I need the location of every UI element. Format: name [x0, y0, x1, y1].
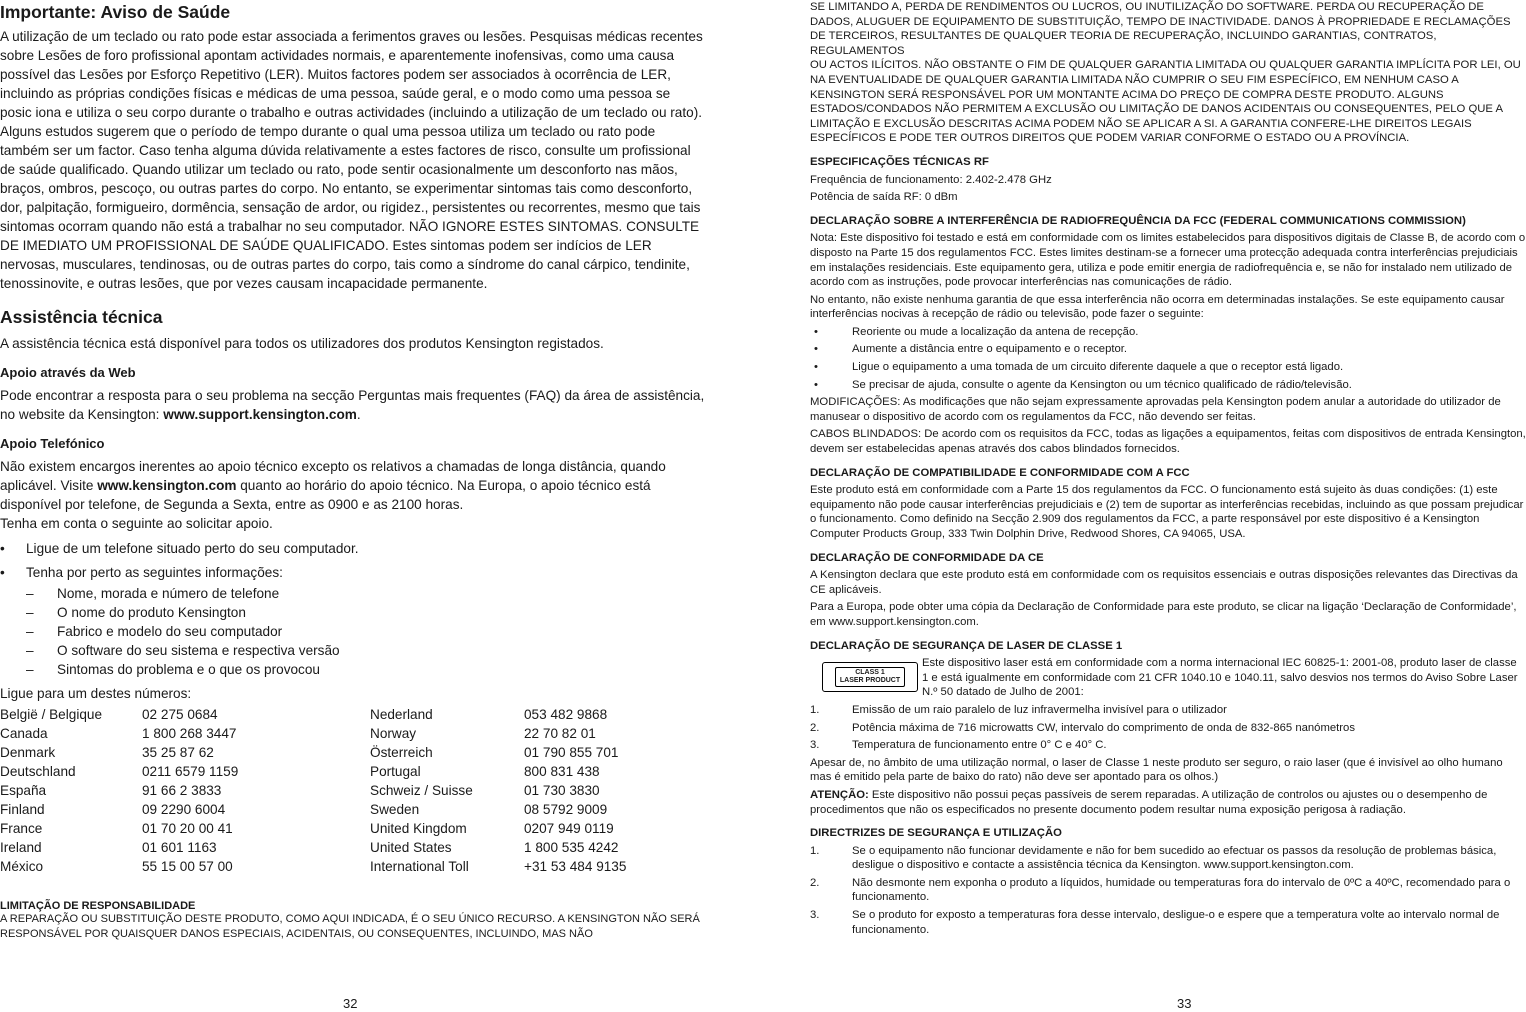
list-item: – Fabrico e modelo do seu computador: [26, 624, 283, 639]
list-item: – Nome, morada e número de telefone: [26, 586, 280, 601]
laser-title: DECLARAÇÃO DE SEGURANÇA DE LASER DE CLASSE 1: [810, 639, 1123, 652]
list-item: 3. Se o produto for exposto a temperaturas fora desse intervalo, desligue-o e espere que a temperatura volte ao intervalo normal de funcionamento.: [810, 909, 1500, 936]
rf-power: Potência de saída RF: 0 dBm: [810, 191, 958, 204]
phone-country: Deutschland: [0, 764, 76, 779]
ce-title: DECLARAÇÃO DE CONFORMIDADE DA CE: [810, 551, 1044, 564]
bullet-icon: •: [814, 361, 818, 374]
page-33: [810, 0, 1526, 1012]
list-item: • Ligue o equipamento a uma tomada de um circuito diferente daquele a que o receptor está ligado.: [814, 361, 1344, 374]
class1-laser-label-icon: CLASS 1 LASER PRODUCT: [822, 662, 918, 692]
compat-text: Este produto está em conformidade com a Parte 15 dos regulamentos da FCC. O funcionamento está sujeito às duas condições: (1) este equipamento não pode causar interferências prejudiciais e (2) tem de suportar as interferências recebidas, incluindo as que possam prejudicar o funcionamento. Como definido na Secção 2.909 dos regulamentos da FCC, a parte responsável por este dispositivo é a Kensington Computer Products Group, 333 Twin Dolphin Drive, Redwood Shores, CA 94065, USA.: [810, 484, 1524, 540]
list-item: 2. Não desmonte nem exponha o produto a líquidos, humidade ou temperaturas fora do intervalo de 0ºC a 40ºC, recomendado para o funcionamento.: [810, 876, 1511, 904]
phone-country: Sweden: [370, 802, 420, 817]
bullet-icon: •: [0, 541, 5, 556]
phone-country: United Kingdom: [370, 821, 467, 836]
fcc-cables: CABOS BLINDADOS: De acordo com os requisitos da FCC, todas as ligações a equipamentos, feitas com dispositivos de entrada Kensington, devem ser estabelecidas apenas através dos cabos blindados fornecidos.: [810, 428, 1526, 456]
page-number: 32: [343, 996, 358, 1011]
list-item: • Ligue de um telefone situado perto do seu computador.: [0, 541, 359, 556]
list-item: 2. Potência máxima de 716 microwatts CW, intervalo do comprimento de onda de 832-865 nanómetros: [810, 721, 1355, 734]
support-intro: A assistência técnica está disponível para todos os utilizadores dos produtos Kensington registados.: [0, 336, 604, 351]
phone-country: Österreich: [370, 745, 433, 760]
list-item: 1. Se o equipamento não funcionar devidamente e não for bem sucedido ao efectuar os passos da resolução de problemas básica, desligue o dispositivo e contacte a assistência técnica da Kensington. www.support.kensington.com.: [810, 844, 1497, 872]
list-item: • Reoriente ou mude a localização da antena de recepção.: [814, 325, 1139, 338]
phone-country: France: [0, 821, 43, 836]
laser-note: Apesar de, no âmbito de uma utilização normal, o laser de Classe 1 neste produto ser seguro, o raio laser (que é invisível ao olho humano mas é emitido pela parte de baixo do rato) não deve ser apontado para os olhos.): [810, 756, 1503, 784]
phone-country: Canada: [0, 726, 48, 741]
phone-country: België / Belgique: [0, 707, 103, 722]
fcc-title: DECLARAÇÃO SOBRE A INTERFERÊNCIA DE RADIOFREQUÊNCIA DA FCC (FEDERAL COMMUNICATIONS COMMISSION): [810, 214, 1466, 227]
list-item: – Sintomas do problema e o que os provocou: [26, 662, 320, 677]
bullet-icon: •: [0, 565, 5, 580]
list-item: – O nome do produto Kensington: [26, 605, 246, 620]
info-sublist: [26, 584, 705, 679]
rf-specs-title: ESPECIFICAÇÕES TÉCNICAS RF: [810, 155, 989, 168]
phone-country: Denmark: [0, 745, 56, 760]
page-number: 33: [1177, 996, 1192, 1011]
phone-country: United States: [370, 840, 452, 855]
phone-number: 09 2290 6004: [142, 802, 226, 817]
phone-country: Schweiz / Suisse: [370, 783, 473, 798]
liability-continued-2: OU ACTOS ILÍCITOS. NÃO OBSTANTE O FIM DE QUALQUER GARANTIA LIMITADA OU QUALQUER GARANTIA IMPLÍCITA POR LEI, OU NA EVENTUALIDADE DE QUALQUER GARANTIA LIMITADA NÃO CUMPRIR O SEU FIM ESPECÍFICO, EM NENHUM CASO A KENSINGTON SERÁ RESPONSÁVEL POR UM MONTANTE ACIMA DO PREÇO DE COMPRA DESTE PRODUTO. ALGUNS ESTADOS/CONDADOS NÃO PERMITEM A EXCLUSÃO OU LIMITAÇÃO DE DANOS ACIDENTAIS OU CONSEQUENTES, PELO QUE A LIMITAÇÃO E EXCLUSÃO DESCRITAS ACIMA PODEM NÃO SE APLICAR A SI. A GARANTIA CONFERE-LHE DIREITOS LEGAIS ESPECÍFICOS E PODE TER OUTROS DIREITOS QUE PODEM VARIAR CONFORME O ESTADO OU A PROVÍNCIA.: [810, 59, 1521, 145]
support-website-link[interactable]: www.support.kensington.com: [163, 407, 357, 422]
safety-list: [810, 844, 1526, 938]
bullet-icon: •: [814, 378, 818, 391]
page-32: [0, 0, 705, 1012]
phone-country: Ireland: [0, 840, 42, 855]
phone-number: 01 601 1163: [142, 840, 217, 855]
list-item: 3. Temperatura de funcionamento entre 0° C e 40° C.: [810, 739, 1107, 752]
kensington-website-link[interactable]: www.kensington.com: [97, 478, 237, 493]
phone-country: México: [0, 859, 44, 874]
phone-country: International Toll: [370, 859, 469, 874]
safety-title: DIRECTRIZES DE SEGURANÇA E UTILIZAÇÃO: [810, 827, 1062, 840]
phone-number: 91 66 2 3833: [142, 783, 222, 798]
liability-continued: SE LIMITANDO A, PERDA DE RENDIMENTOS OU LUCROS, OU INUTILIZAÇÃO DO SOFTWARE. PERDA OU RECUPERAÇÃO DE DADOS, ALUGUER DE EQUIPAMENTO DE SUBSTITUIÇÃO, TEMPO DE INACTIVIDADE. DANOS À PROPRIEDADE E RECLAMAÇÕES DE TERCEIROS, RESULTANTES DE QUALQUER TEORIA DE RECUPERAÇÃO, INCLUINDO GARANTIAS, CONTRATOS, REGULAMENTOS: [810, 1, 1511, 57]
phone-number-table: [0, 705, 705, 876]
laser-text: Este dispositivo laser está em conformidade com a norma internacional IEC 60825-1: 2001-08, produto laser de classe 1 e está igualmente em conformidade com 21 CFR 1040.10 e 1040.11, salvo desvios nos termos do Aviso Sobre Laser N.º 50 datado de Julho de 2001:: [922, 657, 1518, 699]
health-notice-body: A utilização de um teclado ou rato pode estar associada a ferimentos graves ou lesões. Pesquisas médicas recentes sobre Lesões de foro profissional apontam actividades normais, e aparentemente inofensivas, como uma causa possível das Lesões por Esforço Repetitivo (LER). Muitos factores podem ser associados à ocorrência de LER, incluindo as próprias condições físicas e médicas de uma pessoa, saúde geral, e o modo como uma pessoa se posic iona e utiliza o seu corpo durante o trabalho e outras actividades (incluindo a utilização de um teclado ou rato). Alguns estudos sugerem que o período de tempo durante o qual uma pessoa utiliza um teclado ou rato pode também ser um factor. Caso tenha alguma dúvida relativamente a estes factores de risco, consulte um profissional de saúde qualificado. Quando utilizar um teclado ou rato, pode sentir ocasionalmente um desconforto nas mãos, braços, ombros, pescoço, ou outras partes do corpo. No entanto, se experimentar sintomas tais como desconforto, dor, palpitação, formigueiro, dormência, sensação de ardor, ou rigidez., persistentes ou recorrentes, mesmo que tais sintomas ocorram quando não está a trabalhar no seu computador. NÃO IGNORE ESTES SINTOMAS. CONSULTE DE IMEDIATO UM PROFISSIONAL DE SAÚDE QUALIFICADO. Estes sintomas podem ser indícios de LER nervosas, musculares, tendinosas, ou de outras partes do corpo, tais como a síndrome do canal cárpico, tendinite, tenossinovite, e outras lesões, que por vezes causam incapacidade permanente.: [0, 29, 703, 291]
dash-icon: –: [26, 586, 34, 601]
phone-number: 1 800 535 4242: [524, 840, 619, 855]
web-support-title: Apoio através da Web: [0, 365, 136, 380]
fcc-measures-list: [810, 325, 1526, 392]
fcc-modifications: MODIFICAÇÕES: As modificações que não sejam expressamente aprovadas pela Kensington podem anular a autoridade do utilizador de manusear o dispositivo de acordo com os regulamentos da FCC, não devendo ser feitas.: [810, 396, 1501, 423]
phone-number: 0211 6579 1159: [142, 764, 239, 779]
phone-support-title: Apoio Telefónico: [0, 436, 105, 451]
web-support-text: Pode encontrar a resposta para o seu problema na secção Perguntas mais frequentes (FAQ) da área de assistência, no website da Kensington: www.support.kensington.com.: [0, 388, 705, 422]
support-title: Assistência técnica: [0, 307, 163, 327]
phone-number: 800 831 438: [524, 764, 600, 779]
liability-text: A REPARAÇÃO OU SUBSTITUIÇÃO DESTE PRODUTO, COMO AQUI INDICADA, É O SEU ÚNICO RECURSO. A KENSINGTON NÃO SERÁ RESPONSÁVEL POR QUAISQUER DANOS ESPECIAIS, ACIDENTAIS, OU CONSEQUENTES, INCLUINDO, MAS NÃO: [0, 913, 700, 940]
laser-block: [810, 656, 1526, 700]
ce-text-2: Para a Europa, pode obter uma cópia da Declaração de Conformidade para este produto, se clicar na ligação ‘Declaração de Conformidade’, em www.support.kensington.com.: [810, 601, 1517, 628]
support-checklist: [0, 539, 705, 679]
dash-icon: –: [26, 643, 34, 658]
phone-number: 1 800 268 3447: [142, 726, 237, 741]
phone-number: 053 482 9868: [524, 707, 608, 722]
phone-number: 01 70 20 00 41: [142, 821, 233, 836]
phone-country: Portugal: [370, 764, 421, 779]
phone-number: 02 275 0684: [142, 707, 218, 722]
phone-number: +31 53 484 9135: [524, 859, 627, 874]
dash-icon: –: [26, 624, 34, 639]
laser-specs-list: [810, 703, 1526, 753]
phone-number: 35 25 87 62: [142, 745, 214, 760]
phone-country: Nederland: [370, 707, 433, 722]
list-item: • Tenha por perto as seguintes informações: – Nome, morada e número de telefone – O nome do produto Kensington – Fabrico e modelo do seu computador – O software do seu sistema e respectiva versão – Sintomas do problema e o que os provocou: [0, 563, 705, 679]
fcc-note: Nota: Este dispositivo foi testado e está em conformidade com os limites estabelecidos para dispositivos digitais de Classe B, de acordo com o disposto na Parte 15 dos regulamentos FCC. Estes limites destinam-se a fornecer uma protecção adequada contra interferências prejudiciais em instalações residenciais. Este equipamento gera, utiliza e pode emitir energia de radiofrequência e, se não for instalado nem utilizado de acordo com as instruções, pode provocar interferências nas comunicações de rádio.: [810, 232, 1526, 289]
list-item: • Se precisar de ajuda, consulte o agente da Kensington ou um técnico qualificado de rádio/televisão.: [814, 378, 1352, 391]
phone-number: 22 70 82 01: [524, 726, 596, 741]
phone-support-text: Não existem encargos inerentes ao apoio técnico excepto os relativos a chamadas de longa distância, quando aplicável. Visite www.kensington.com quanto ao horário do apoio técnico. Na Europa, o apoio técnico está disponível por telefone, de Segunda a Sexta, entre as 0900 e as 2100 horas. Tenha em conta o seguinte ao solicitar apoio.: [0, 459, 666, 531]
phone-number: 0207 949 0119: [524, 821, 614, 836]
compat-title: DECLARAÇÃO DE COMPATIBILIDADE E CONFORMIDADE COM A FCC: [810, 466, 1190, 479]
phone-country: Finland: [0, 802, 45, 817]
ce-text-1: A Kensington declara que este produto está em conformidade com os requisitos essenciais e outras disposições relevantes das Directivas da CE aplicáveis.: [810, 569, 1518, 596]
health-notice-title: Importante: Aviso de Saúde: [0, 2, 231, 22]
phone-country: España: [0, 783, 47, 798]
rf-frequency: Frequência de funcionamento: 2.402-2.478 GHz: [810, 173, 1052, 186]
phone-number: 55 15 00 57 00: [142, 859, 233, 874]
dash-icon: –: [26, 605, 34, 620]
bullet-icon: •: [814, 343, 818, 356]
phone-number: 01 790 855 701: [524, 745, 619, 760]
laser-warning: ATENÇÃO: Este dispositivo não possui peças passíveis de serem reparadas. A utilização de controlos ou ajustes ou o desempenho de procedimentos que não os especificados no presente documento podem resultar numa exposição perigosa à radiação.: [810, 788, 1488, 816]
call-text: Ligue para um destes números:: [0, 686, 192, 701]
list-item: – O software do seu sistema e respectiva versão: [26, 643, 340, 658]
liability-title: LIMITAÇÃO DE RESPONSABILIDADE: [0, 900, 196, 912]
dash-icon: –: [26, 662, 34, 677]
phone-number: 08 5792 9009: [524, 802, 608, 817]
phone-number: 01 730 3830: [524, 783, 600, 798]
bullet-icon: •: [814, 325, 818, 338]
list-item: 1. Emissão de um raio paralelo de luz infravermelha invisível para o utilizador: [810, 703, 1227, 716]
fcc-para2: No entanto, não existe nenhuma garantia de que essa interferência não ocorra em determinadas instalações. Se este equipamento causar interferências nocivas à recepção de rádio ou televisão, pode fazer o seguinte:: [810, 293, 1505, 321]
list-item: • Aumente a distância entre o equipamento e o receptor.: [814, 343, 1128, 356]
phone-country: Norway: [370, 726, 417, 741]
